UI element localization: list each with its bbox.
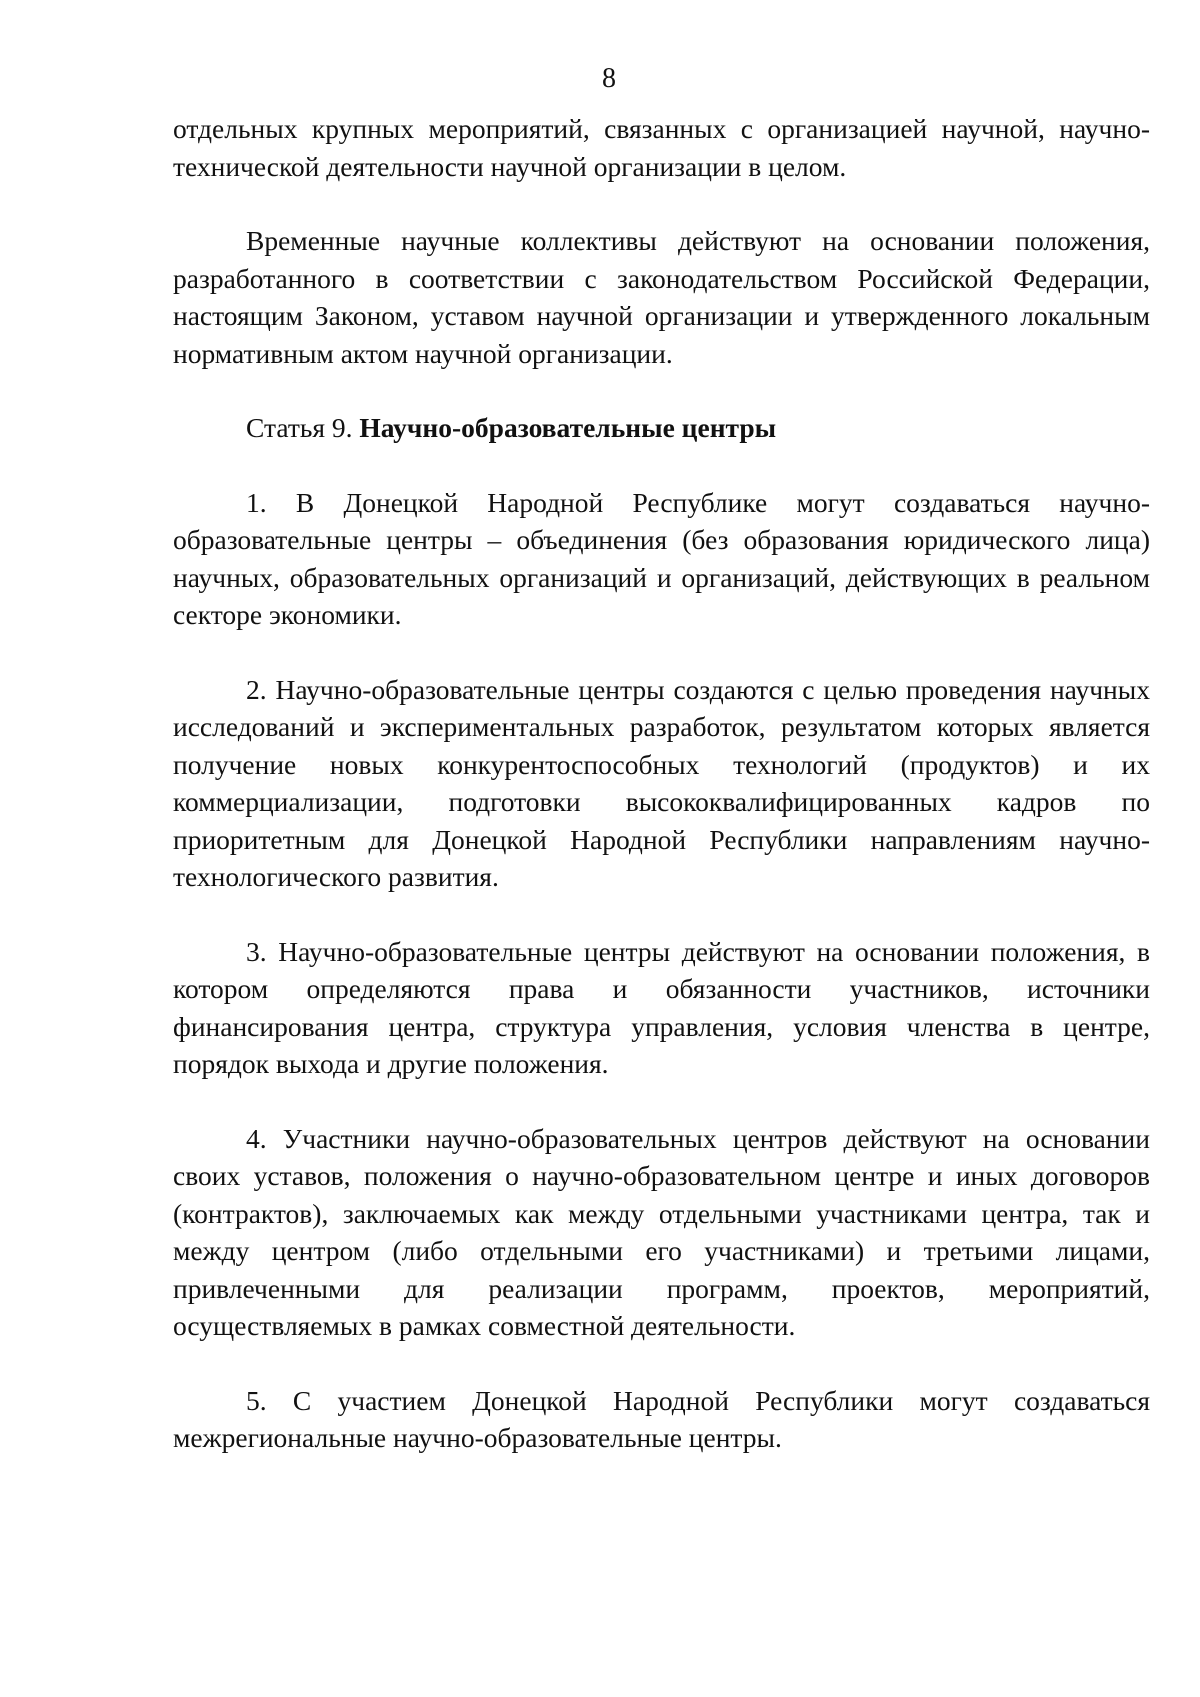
article-item-4: 4. Участники научно-образовательных центров действуют на основании своих уставов, положения о научно-образовательном центре и иных договоров (контрактов), заключаемых как между отдельными участниками центра, так и между центром (либо отдельными его участниками) и третьими лицами, привлеченными для реализации программ, проектов, мероприятий, осуществляемых в рамках совместной деятельности. (173, 1122, 1150, 1341)
article-title: Научно-образовательные центры (359, 412, 777, 443)
article-item-3: 3. Научно-образовательные центры действуют на основании положения, в котором определяются права и обязанности участников, источники финансирования центра, структура управления, условия членства в центре, порядок выхода и другие положения. (173, 935, 1150, 1079)
article-item-1: 1. В Донецкой Народной Республике могут создаваться научно-образовательные центры – объединения (без образования юридического лица) научных, образовательных организаций и организаций, действующих в реальном секторе экономики. (173, 486, 1150, 630)
article-item-2: 2. Научно-образовательные центры создаются с целью проведения научных исследований и экспериментальных разработок, результатом которых является получение новых конкурентоспособных технологий (продуктов) и их коммерциализации, подготовки высококвалифицированных кадров по приоритетным для Донецкой Народной Республики направлениям научно-технологического развития. (173, 673, 1150, 892)
document-body (173, 110, 1150, 1494)
article-heading (173, 409, 1150, 447)
article-label: Статья 9. (246, 412, 353, 443)
paragraph-continuation: отдельных крупных мероприятий, связанных с организацией научной, научно-технической деятельности научной организации в целом. (173, 113, 1150, 182)
article-item-5: 5. С участием Донецкой Народной Республики могут создаваться межрегиональные научно-образовательные центры. (173, 1384, 1150, 1453)
page-number: 8 (602, 63, 616, 94)
paragraph-temporary-teams: Временные научные коллективы действуют на основании положения, разработанного в соответствии с законодательством Российской Федерации, настоящим Законом, уставом научной организации и утвержденного локальным нормативным актом научной организации. (173, 225, 1150, 369)
